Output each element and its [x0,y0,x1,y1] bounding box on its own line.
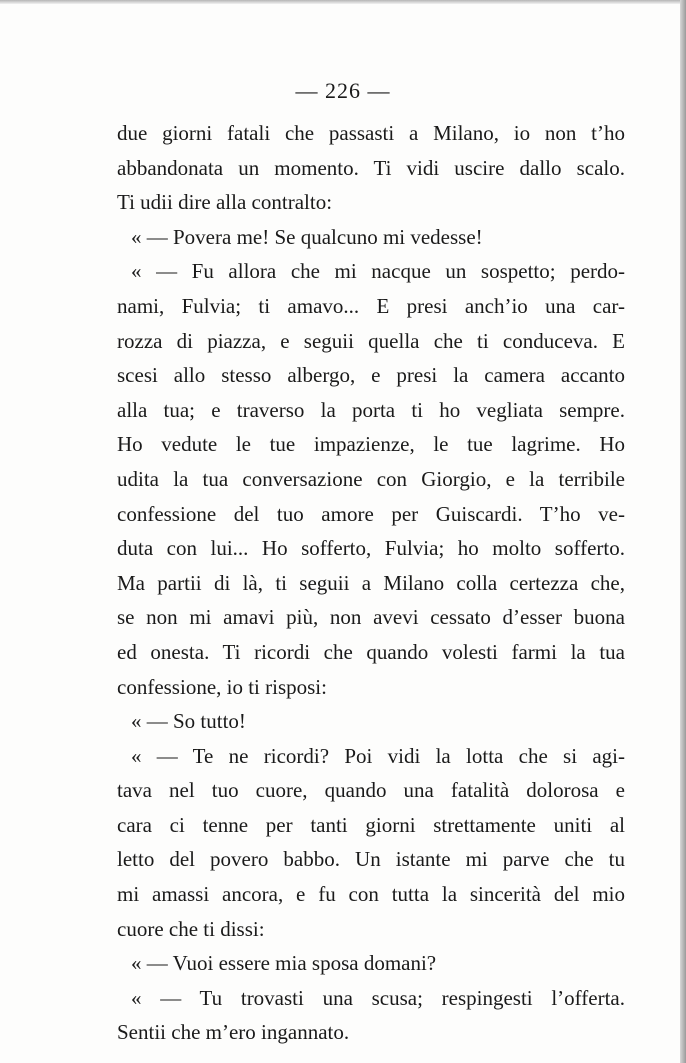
text-line: mi amassi ancora, e fu con tutta la sincerità del mio [117,882,625,907]
text-line: confessione del tuo amore per Guiscardi. T’ho ve- [117,501,625,526]
page-number: — 226 — [295,78,391,103]
text-line: cuore che ti dissi: [117,916,265,941]
text-line: nami, Fulvia; ti amavo... E presi anch’io una car- [117,293,625,318]
text-line: « — Tu trovasti una scusa; respingesti l’offerta. [131,985,625,1010]
text-line: letto del povero babbo. Un istante mi parve che tu [117,847,625,872]
text-line: Ti udii dire alla contralto: [117,190,333,215]
text-line: « — Fu allora che mi nacque un sospetto; perdo- [131,259,625,284]
text-line: rozza di piazza, e seguii quella che ti conduceva. E [117,328,625,353]
page-top-edge-shadow [0,0,686,4]
text-line: duta con lui... Ho sofferto, Fulvia; ho molto sofferto. [117,536,625,561]
text-line: scesi allo stesso albergo, e presi la camera accanto [117,363,625,388]
text-line: alla tua; e traverso la porta ti ho vegliata sempre. [117,397,625,422]
text-line: « — Povera me! Se qualcuno mi vedesse! [131,224,483,249]
text-line: udita la tua conversazione con Giorgio, e la terribile [117,466,625,491]
text-line: cara ci tenne per tanti giorni strettamente uniti al [117,812,625,837]
text-line: abbandonata un momento. Ti vidi uscire dallo scalo. [117,155,625,180]
text-line: ed onesta. Ti ricordi che quando volesti farmi la tua [117,639,625,664]
text-line: confessione, io ti risposi: [117,674,327,699]
text-line: se non mi amavi più, non avevi cessato d’esser buona [117,605,625,630]
text-line: « — So tutto! [131,709,246,734]
text-line: Ho vedute le tue impazienze, le tue lagrime. Ho [117,432,625,457]
text-line: tava nel tuo cuore, quando una fatalità dolorosa e [117,778,625,803]
text-line: due giorni fatali che passasti a Milano, io non t’ho [117,121,625,145]
text-line: « — Vuoi essere mia sposa domani? [131,951,437,976]
text-line: « — Te ne ricordi? Poi vidi la lotta che si agi- [131,743,625,768]
page-right-edge-shadow [680,0,686,1063]
text-line: Sentii che m’ero ingannato. [117,1020,350,1045]
body-text [117,116,625,1050]
text-line: Ma partii di là, ti seguii a Milano colla certezza che, [117,570,625,595]
